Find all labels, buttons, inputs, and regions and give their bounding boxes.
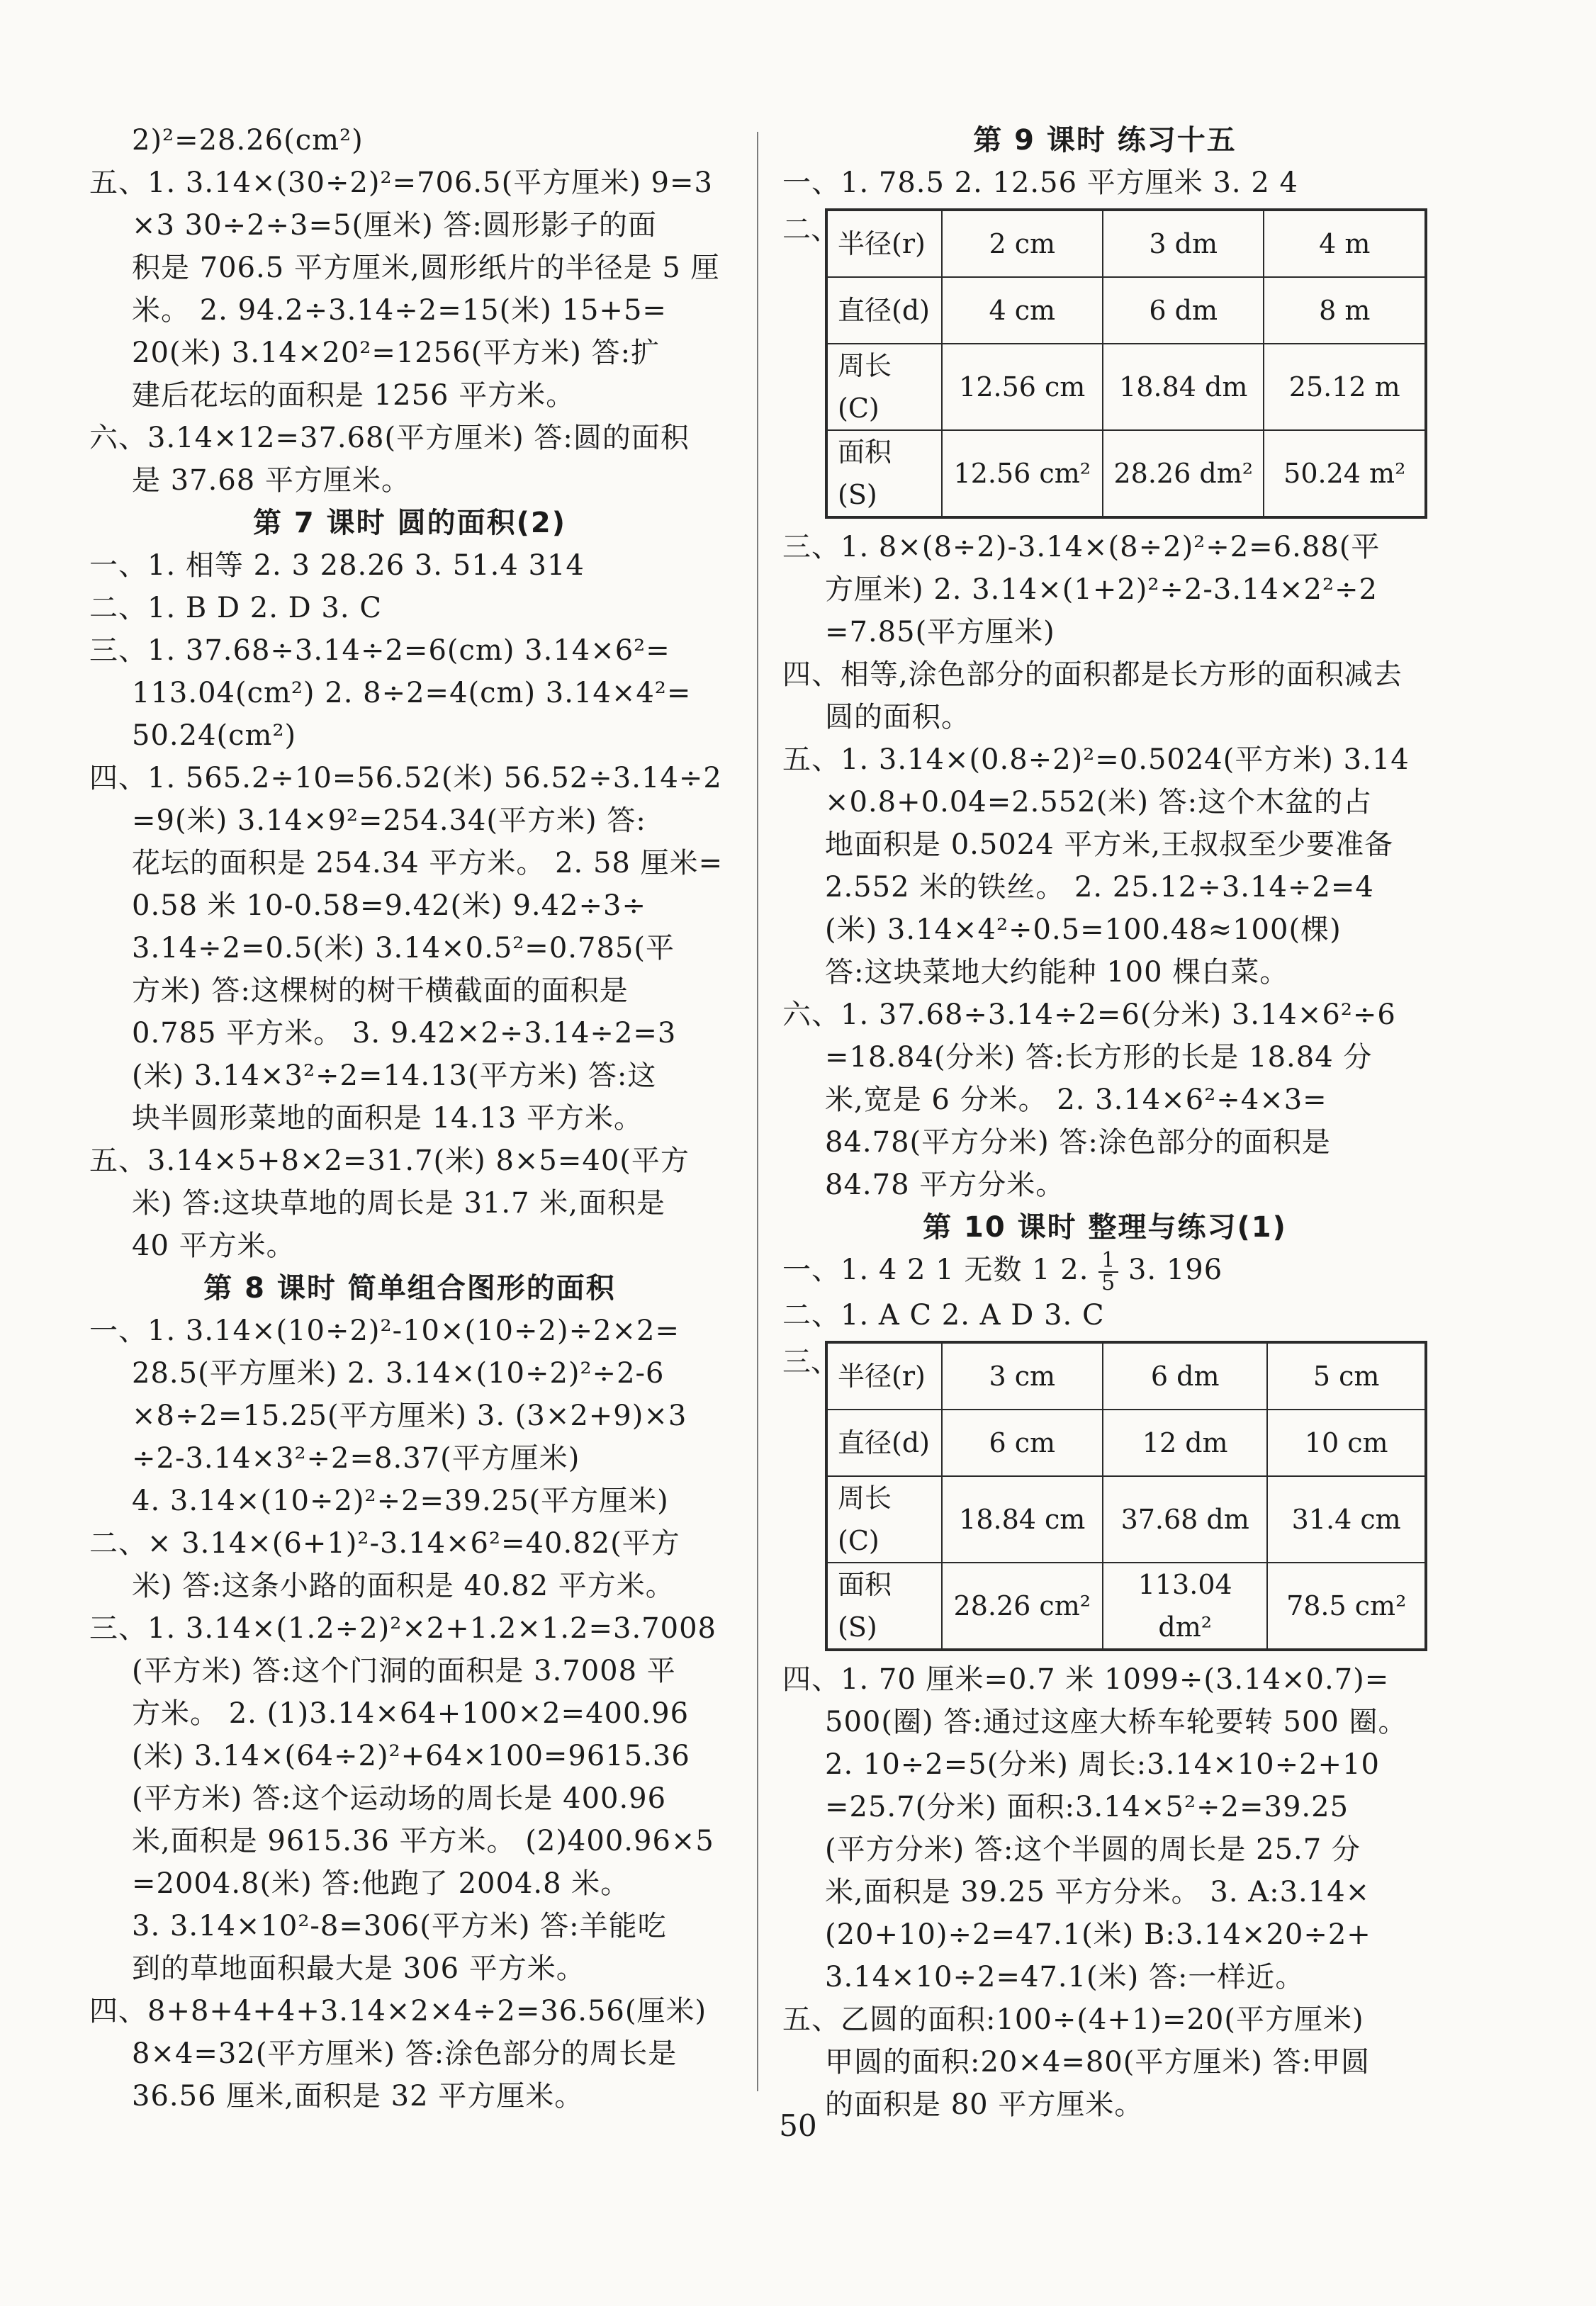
table-row [826,344,1426,430]
lesson-7-heading: 第 7 课时 圆的面积(2) [252,507,566,539]
answer-line: (米) 3.14×4²÷0.5=100.48≈100(棵) [825,913,1342,946]
answer-line: 28.5(平方厘米) 2. 3.14×(10÷2)²÷2-6 [132,1357,665,1390]
table-cell: 4 m [1264,210,1426,277]
table-cell: 18.84 dm [1103,344,1264,430]
table-cell: 5 cm [1267,1342,1426,1410]
table-cell: 3 dm [1103,210,1264,277]
answer-line: 四、相等,涂色部分的面积都是长方形的面积减去 [782,658,1403,691]
answer-line: 米,面积是 39.25 平方分米。 3. A:3.14× [825,1876,1371,1908]
table-cell: 8 m [1264,277,1426,344]
table-cell: 25.12 m [1264,344,1426,430]
answer-line: 2.552 米的铁丝。 2. 25.12÷3.14÷2=4 [825,871,1374,904]
answer-line: 方米。 2. (1)3.14×64+100×2=400.96 [132,1697,690,1730]
row-header-cell: 直径(d) [826,1410,942,1476]
answer-line: (平方米) 答:这个门洞的面积是 3.7008 平 [132,1655,676,1687]
table-cell: 12.56 cm [942,344,1103,430]
row-header-cell: 直径(d) [826,277,942,344]
answer-line: 四、1. 70 厘米=0.7 米 1099÷(3.14×0.7)= [782,1663,1390,1696]
answer-line: 米,面积是 9615.36 平方米。 (2)400.96×5 [132,1825,714,1857]
answer-line: (平方分米) 答:这个半圆的周长是 25.7 分 [825,1833,1361,1866]
page-number: 50 [779,2108,817,2143]
answer-line: =25.7(分米) 面积:3.14×5²÷2=39.25 [825,1791,1349,1823]
lesson-6-continuation [89,119,730,502]
table-cell: 4 cm [942,277,1103,344]
answer-line: 圆的面积。 [825,701,970,733]
answer-line: 的面积是 80 平方厘米。 [825,2088,1144,2121]
row-header-cell: 半径(r) [826,1342,942,1410]
answer-line: 花坛的面积是 254.34 平方米。 2. 58 厘米= [132,847,724,879]
table-cell: 28.26 cm² [942,1563,1103,1650]
answer-line: 四、8+8+4+4+3.14×2×4÷2=36.56(厘米) [89,1995,707,2027]
table-cell: 50.24 m² [1264,430,1426,517]
lesson-7-answers [89,544,730,1267]
answer-line: 方厘米) 2. 3.14×(1+2)²÷2-3.14×2²÷2 [825,573,1378,606]
table-row [826,1410,1426,1476]
answer-line: 甲圆的面积:20×4=80(平方厘米) 答:甲圆 [825,2046,1371,2079]
answer-line: 六、3.14×12=37.68(平方厘米) 答:圆的面积 [89,422,690,454]
circle-table-2 [825,1341,1427,1651]
answer-line: ×8÷2=15.25(平方厘米) 3. (3×2+9)×3 [132,1400,687,1432]
answer-line: 三、1. 37.68÷3.14÷2=6(cm) 3.14×6²= [89,634,670,667]
table-cell: 10 cm [1267,1410,1426,1476]
answer-line: 米) 答:这条小路的面积是 40.82 平方米。 [132,1570,675,1602]
table-row [826,430,1426,517]
answer-line: 到的草地面积最大是 306 平方米。 [132,1952,585,1985]
answer-line: (平方米) 答:这个运动场的周长是 400.96 [132,1782,667,1815]
answer-line: =9(米) 3.14×9²=254.34(平方米) 答: [132,804,646,837]
answer-line: 五、3.14×5+8×2=31.7(米) 8×5=40(平方 [89,1144,690,1177]
answer-line: 50.24(cm²) [132,719,297,752]
answer-line: 二、× 3.14×(6+1)²-3.14×6²=40.82(平方 [89,1527,680,1560]
row-header-cell: 面积(S) [826,1563,942,1650]
answer-line: 五、乙圆的面积:100÷(4+1)=20(平方厘米) [782,2003,1364,2036]
lesson-9-heading: 第 9 课时 练习十五 [973,124,1237,157]
table-2-label: 三、 [782,1346,839,1378]
answer-line: 3. 3.14×10²-8=306(平方米) 答:羊能吃 [132,1910,667,1942]
table-cell: 6 dm [1103,1342,1267,1410]
right-column [782,119,1427,2126]
column-divider [757,132,758,2091]
answer-line: 0.58 米 10-0.58=9.42(米) 9.42÷3÷ [132,889,647,922]
row-header-cell: 面积(S) [826,430,942,517]
table-cell: 6 cm [942,1410,1103,1476]
answer-line: 4. 3.14×(10÷2)²÷2=39.25(平方厘米) [132,1485,669,1517]
lesson-8-heading: 第 8 课时 简单组合图形的面积 [203,1272,616,1305]
part-1-text-end: 3. 196 [1128,1254,1223,1286]
answer-line: 二、1. B D 2. D 3. C [89,592,382,624]
answer-line: 米。 2. 94.2÷3.14÷2=15(米) 15+5= [132,294,667,327]
answer-line: 0.785 平方米。 3. 9.42×2÷3.14÷2=3 [132,1017,677,1050]
table-row [826,1563,1426,1650]
table-cell: 78.5 cm² [1267,1563,1426,1650]
table-row [826,210,1426,277]
answer-line: 三、1. 3.14×(1.2÷2)²×2+1.2×1.2=3.7008 [89,1612,716,1645]
answer-line: 方米) 答:这棵树的树干横截面的面积是 [132,974,629,1007]
answer-line: 一、1. 相等 2. 3 28.26 3. 51.4 314 [89,549,585,582]
answer-line: 六、1. 37.68÷3.14÷2=6(分米) 3.14×6²÷6 [782,999,1396,1031]
answer-line: (20+10)÷2=47.1(米) B:3.14×20÷2+ [825,1918,1371,1951]
lesson-10-answers [782,1658,1427,2126]
answer-line: ×0.8+0.04=2.552(米) 答:这个木盆的占 [825,786,1373,819]
table-row [826,1342,1426,1410]
answer-line: 三、1. 8×(8÷2)-3.14×(8÷2)²÷2=6.88(平 [782,531,1381,563]
answer-line: 2. 10÷2=5(分米) 周长:3.14×10÷2+10 [825,1748,1380,1781]
row-header-cell: 周长(C) [826,344,942,430]
answer-line: 地面积是 0.5024 平方米,王叔叔至少要准备 [825,828,1394,861]
answer-line: 3.14×10÷2=47.1(米) 答:一样近。 [825,1961,1305,1993]
table-cell: 3 cm [942,1342,1103,1410]
answer-line: (米) 3.14×(64÷2)²+64×100=9615.36 [132,1740,690,1772]
table-cell: 2 cm [942,210,1103,277]
answer-line: 20(米) 3.14×20²=1256(平方米) 答:扩 [132,337,661,369]
answer-line: 8×4=32(平方厘米) 答:涂色部分的周长是 [132,2037,678,2070]
answer-line: 3.14÷2=0.5(米) 3.14×0.5²=0.785(平 [132,932,675,964]
answer-line: 积是 706.5 平方厘米,圆形纸片的半径是 5 厘 [132,252,720,284]
table-1-label: 二、 [782,213,839,246]
answer-line: 是 37.68 平方厘米。 [132,464,410,497]
lesson-9-answers [782,526,1427,1206]
fraction-one-fifth [1098,1250,1118,1294]
answer-line: 500(圈) 答:通过这座大桥车轮要转 500 圈。 [825,1706,1407,1738]
answer-line: 米,宽是 6 分米。 2. 3.14×6²÷4×3= [825,1084,1327,1116]
table-cell: 113.04 dm² [1103,1563,1267,1650]
answer-line: 84.78 平方分米。 [825,1169,1065,1201]
answer-line: 米) 答:这块草地的周长是 31.7 米,面积是 [132,1187,666,1220]
answer-line: 四、1. 565.2÷10=56.52(米) 56.52÷3.14÷2 [89,762,722,794]
table-cell: 28.26 dm² [1103,430,1264,517]
table-row [826,1476,1426,1563]
lesson-10-part-2: 二、1. A C 2. A D 3. C [782,1299,1105,1332]
fraction-numerator: 1 [1098,1250,1118,1273]
row-header-cell: 周长(C) [826,1476,942,1563]
fraction-denominator: 5 [1101,1271,1116,1295]
part-1-text: 一、1. 4 2 1 无数 1 2. [782,1254,1089,1286]
answer-line: (米) 3.14×3²÷2=14.13(平方米) 答:这 [132,1059,657,1092]
answer-line: 36.56 厘米,面积是 32 平方厘米。 [132,2080,584,2113]
answer-line: 块半圆形菜地的面积是 14.13 平方米。 [132,1102,643,1135]
table-cell: 12 dm [1103,1410,1267,1476]
table-row [826,277,1426,344]
table-cell: 18.84 cm [942,1476,1103,1563]
lesson-10-heading: 第 10 课时 整理与练习(1) [923,1211,1287,1244]
answer-line: ÷2-3.14×3²÷2=8.37(平方厘米) [132,1442,580,1475]
table-cell: 37.68 dm [1103,1476,1267,1563]
table-cell: 31.4 cm [1267,1476,1426,1563]
lesson-10-table-section [782,1341,1427,1651]
answer-line: 建后花坛的面积是 1256 平方米。 [132,379,575,412]
answer-line: 84.78(平方分米) 答:涂色部分的面积是 [825,1126,1331,1159]
circle-table-1 [825,208,1427,519]
lesson-9-part-1: 一、1. 78.5 2. 12.56 平方厘米 3. 2 4 [782,167,1298,199]
answer-line: 五、1. 3.14×(0.8÷2)²=0.5024(平方米) 3.14 [782,743,1410,776]
table-cell: 6 dm [1103,277,1264,344]
answer-line: 答:这块菜地大约能种 100 棵白菜。 [825,956,1289,989]
answer-line: 40 平方米。 [132,1230,296,1262]
table-cell: 12.56 cm² [942,430,1103,517]
answer-line: ×3 30÷2÷3=5(厘米) 答:圆形影子的面 [132,209,657,242]
answer-line: =18.84(分米) 答:长方形的长是 18.84 分 [825,1041,1373,1074]
lesson-8-answers [89,1310,730,2117]
row-header-cell: 半径(r) [826,210,942,277]
answer-line: 一、1. 3.14×(10÷2)²-10×(10÷2)÷2×2= [89,1315,680,1347]
left-column [89,119,730,2117]
answer-line: 113.04(cm²) 2. 8÷2=4(cm) 3.14×4²= [132,677,692,709]
answer-line: 五、1. 3.14×(30÷2)²=706.5(平方厘米) 9=3 [89,167,713,199]
lesson-10-part-1 [782,1249,1427,1294]
answer-line: =2004.8(米) 答:他跑了 2004.8 米。 [132,1867,630,1900]
answer-line: 2)²=28.26(cm²) [132,124,364,157]
answer-line: =7.85(平方厘米) [825,616,1055,648]
lesson-9-table-section [782,208,1427,519]
